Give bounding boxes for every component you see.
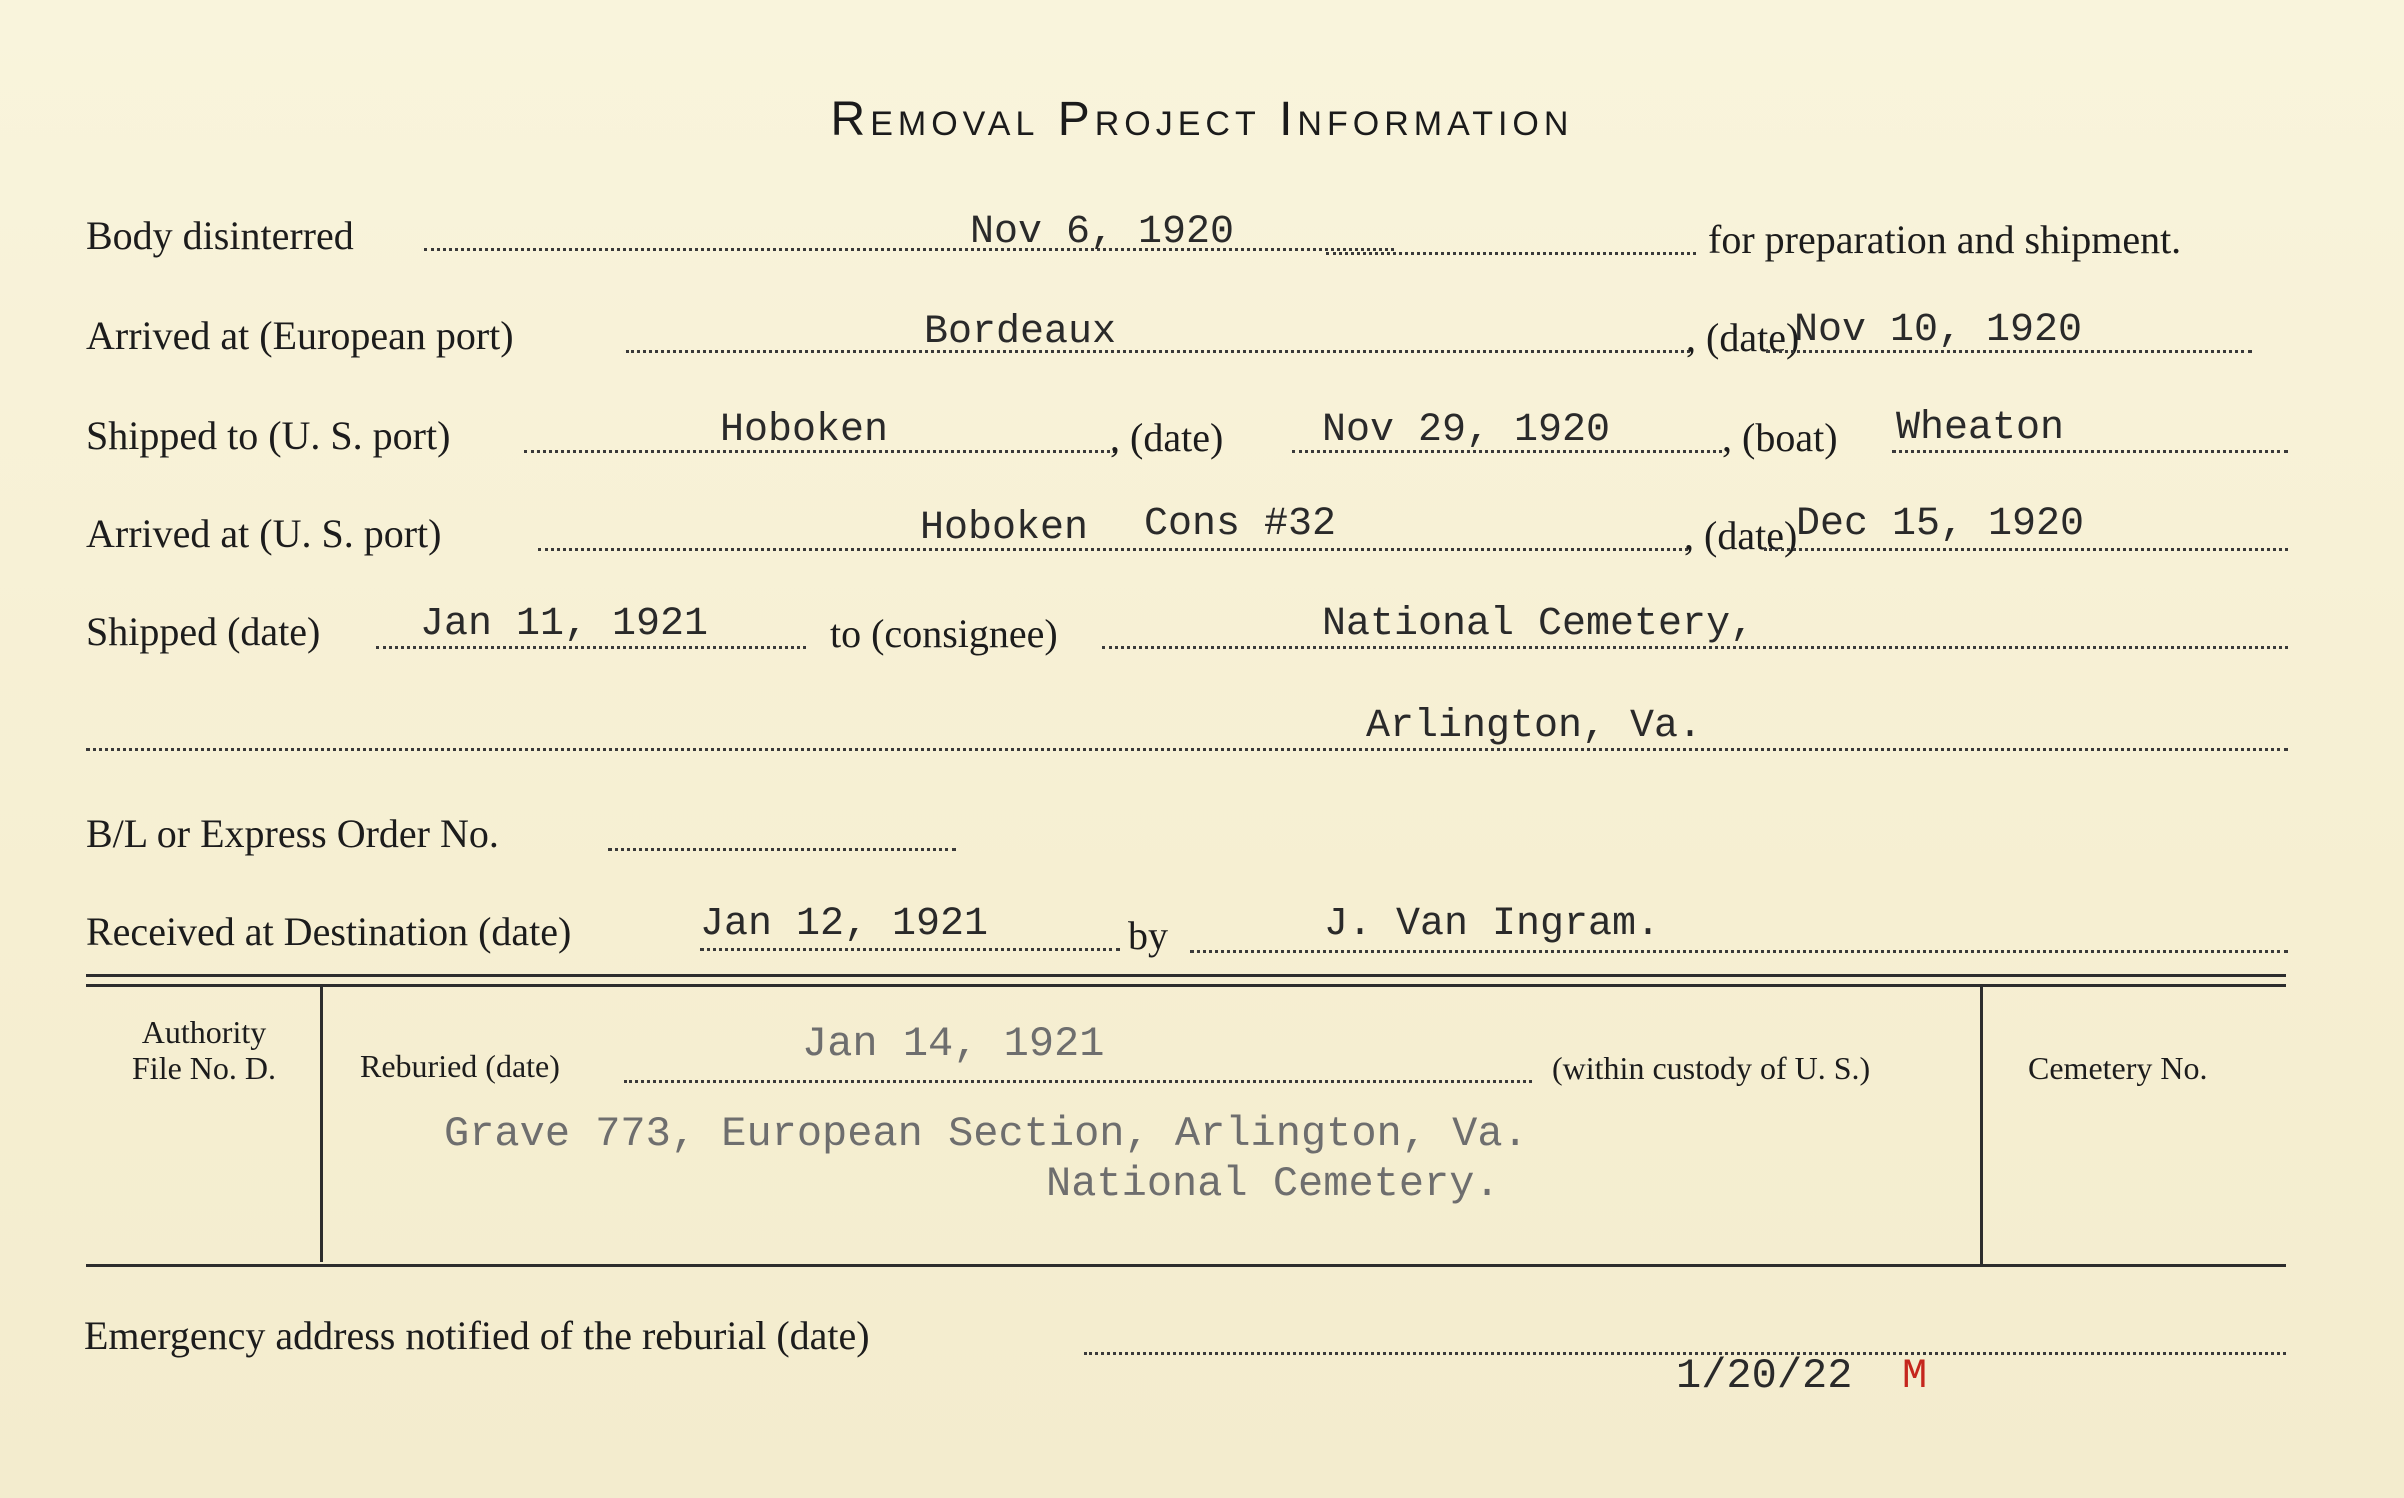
reburied-label: Reburied (date) [360,1048,560,1084]
row-shipped [86,602,2288,678]
consignee-label: to (consignee) [830,611,1058,656]
box-top-rule-1 [86,974,2286,977]
shipped-us-port-date: Nov 29, 1920 [1322,408,1611,453]
authority-label-2: File No. D. [132,1050,276,1086]
arrived-us-port-date-label: , (date) [1684,513,1798,558]
boat-label: , (boat) [1722,415,1838,460]
shipped-us-port-value: Hoboken [720,408,889,453]
received-date: Jan 12, 1921 [700,902,989,947]
european-port-label: Arrived at (European port) [86,313,514,358]
arrived-us-port-date: Dec 15, 1920 [1796,502,2085,547]
reburied-line [624,1080,1532,1083]
box-divider-left [320,986,323,1262]
row-arrived-us-port [86,502,2288,580]
received-label: Received at Destination (date) [86,909,572,954]
european-port-date: Nov 10, 1920 [1794,308,2083,353]
shipped-us-port-date-label: , (date) [1110,415,1224,460]
received-by-label: by [1128,913,1168,958]
shipped-label: Shipped (date) [86,609,321,654]
grave-line-2: National Cemetery. [1046,1160,1500,1208]
body-disinterred-line-2 [1326,252,1696,255]
shipped-date: Jan 11, 1921 [420,602,709,647]
box-bottom-rule [86,1264,2286,1267]
box-top-rule-2 [86,984,2286,987]
custody-label: (within custody of U. S.) [1552,1050,1871,1086]
row-bl [86,810,2288,880]
received-date-line [700,948,1120,951]
received-by: J. Van Ingram. [1324,902,1661,947]
grave-line-1: Grave 773, European Section, Arlington, Va. [444,1110,1528,1158]
card-title: Removal Project Information [830,93,1574,146]
cemetery-no-label: Cemetery No. [2028,1050,2208,1086]
consignee-line-1: National Cemetery, [1322,602,1755,647]
authority-label-1: Authority [141,1014,267,1050]
received-by-line [1190,950,2288,953]
arrived-us-port-date-line [1764,548,2288,551]
row-consignee-2 [86,706,2288,776]
emergency-date: 1/20/22 [1676,1352,1853,1400]
bl-line [608,848,956,851]
emergency-label: Emergency address notified of the reburial (date) [84,1313,870,1358]
european-port-line [626,350,1690,353]
boat-value: Wheaton [1896,406,2065,451]
arrived-us-port-value: Hoboken [920,506,1089,551]
body-disinterred-value: Nov 6, 1920 [970,210,1235,255]
body-disinterred-line [424,248,1394,251]
reburied-date: Jan 14, 1921 [802,1020,1105,1068]
row-received [86,902,2288,978]
european-port-date-label: , (date) [1686,315,1800,360]
european-port-value: Bordeaux [924,310,1117,355]
consignee-line-2-rule [86,748,2288,751]
body-disinterred-label: Body disinterred [86,213,354,258]
row-shipped-us-port [86,406,2288,482]
bl-label: B/L or Express Order No. [86,811,499,856]
row-body-disinterred [86,212,2288,282]
emergency-initials: M [1902,1352,1928,1400]
consignee-line-2: Arlington, Va. [1366,704,1703,749]
arrived-us-port-cons: Cons #32 [1144,502,1337,547]
shipped-us-port-label: Shipped to (U. S. port) [86,413,451,458]
box-divider-right [1980,986,1983,1266]
body-disinterred-suffix: for preparation and shipment. [1708,217,2182,262]
arrived-us-port-line [538,548,1688,551]
arrived-us-port-label: Arrived at (U. S. port) [86,511,442,556]
row-european-port [86,308,2288,382]
